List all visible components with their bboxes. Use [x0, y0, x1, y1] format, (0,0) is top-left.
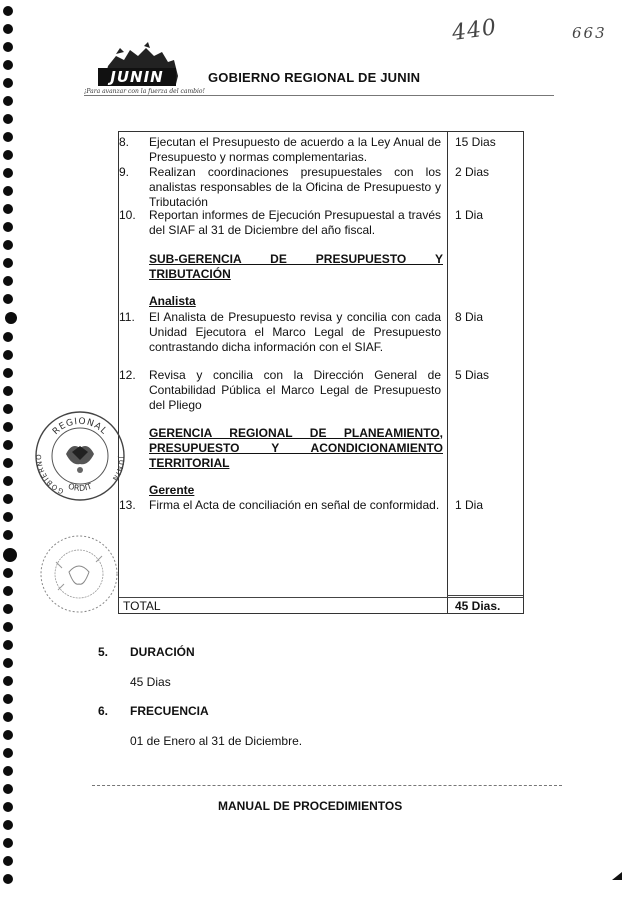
- step-number: 10.: [119, 208, 136, 222]
- step-number: 13.: [119, 498, 136, 512]
- total-divider: [119, 597, 523, 598]
- column-divider: [447, 132, 448, 613]
- svg-text:JUNIN: [110, 455, 125, 483]
- footer-title: MANUAL DE PROCEDIMIENTOS: [218, 799, 403, 813]
- binder-holes: [3, 0, 17, 902]
- step-number: 9.: [119, 165, 130, 179]
- total-label: TOTAL: [123, 599, 161, 613]
- junin-logo-icon: [86, 42, 186, 94]
- corner-mark-icon: [612, 872, 622, 880]
- step-description: Revisa y concilia con la Dirección General de Contabilidad Pública el Marco Legal de Presupuesto del Pliego: [149, 368, 441, 412]
- svg-text:REGIONAL: [51, 417, 109, 437]
- step-description: Ejecutan el Presupuesto de acuerdo a la Ley Anual de Presupuesto y normas complementarias.: [149, 135, 441, 164]
- step-duration: 1 Dia: [455, 498, 484, 512]
- total-duration: 45 Dias.: [455, 599, 501, 613]
- section-heading-gerencia-regional: GERENCIA REGIONAL DE PLANEAMIENTO, PRESUPUESTO Y ACONDICIONAMIENTO TERRITORIAL: [149, 426, 443, 470]
- header-slogan: ¡Para avanzar con la fuerza del cambio!: [84, 88, 205, 95]
- seal-right-text: JUNIN: [110, 456, 126, 483]
- section-number: 6.: [98, 704, 109, 718]
- page-title: GOBIERNO REGIONAL DE JUNIN: [208, 70, 421, 85]
- junin-logo: [86, 42, 186, 94]
- procedure-table: [118, 131, 524, 614]
- logo-text: JUNIN: [110, 68, 164, 86]
- step-duration: 1 Dia: [455, 208, 484, 222]
- step-description: Firma el Acta de conciliación en señal de conformidad.: [149, 498, 440, 512]
- step-description: Realizan coordinaciones presupuestales con los analistas responsables de la Oficina de Presupuesto y Tributación: [149, 165, 441, 209]
- step-description: Reportan informes de Ejecución Presupuestal a través del SIAF al 31 de Diciembre del año fiscal.: [149, 208, 441, 237]
- faint-seal-icon: [36, 532, 122, 616]
- seal-bottom-text: ORDIT: [67, 481, 94, 493]
- section-title: DURACIÓN: [130, 645, 195, 659]
- step-duration: 5 Dias: [455, 368, 490, 382]
- step-number: 12.: [119, 368, 136, 382]
- page-stamp-number: 663: [572, 24, 607, 42]
- section-value: 01 de Enero al 31 de Diciembre.: [130, 734, 303, 748]
- step-description: El Analista de Presupuesto revisa y concilia con cada Unidad Ejecutora el Marco Legal de Presupuesto contrastando dicha información con el SIAF.: [149, 310, 441, 354]
- role-label-gerente: Gerente: [149, 483, 195, 497]
- section-duracion: [98, 645, 518, 693]
- svg-text:ORDIT: [67, 482, 93, 493]
- section-number: 5.: [98, 645, 109, 659]
- section-heading-sub-gerencia: SUB-GERENCIA DE PRESUPUESTO Y TRIBUTACIÓN: [149, 252, 443, 281]
- seal-top-text: REGIONAL: [50, 416, 110, 438]
- handwritten-annotation: 440: [450, 14, 499, 47]
- header-divider: [84, 95, 554, 96]
- step-duration: 2 Dias: [455, 165, 490, 179]
- step-duration: 8 Dia: [455, 310, 484, 324]
- step-number: 8.: [119, 135, 130, 149]
- duration-divider: [447, 595, 523, 596]
- section-value: 45 Dias: [130, 675, 171, 689]
- section-frecuencia: [98, 704, 518, 752]
- official-seal-icon: [32, 408, 128, 504]
- section-title: FRECUENCIA: [130, 704, 209, 718]
- role-label-analista: Analista: [149, 294, 196, 308]
- step-duration: 15 Dias: [455, 135, 496, 149]
- seal-left-text: GOBIERNO: [35, 453, 65, 496]
- step-number: 11.: [119, 310, 135, 324]
- footer-divider: [92, 785, 562, 786]
